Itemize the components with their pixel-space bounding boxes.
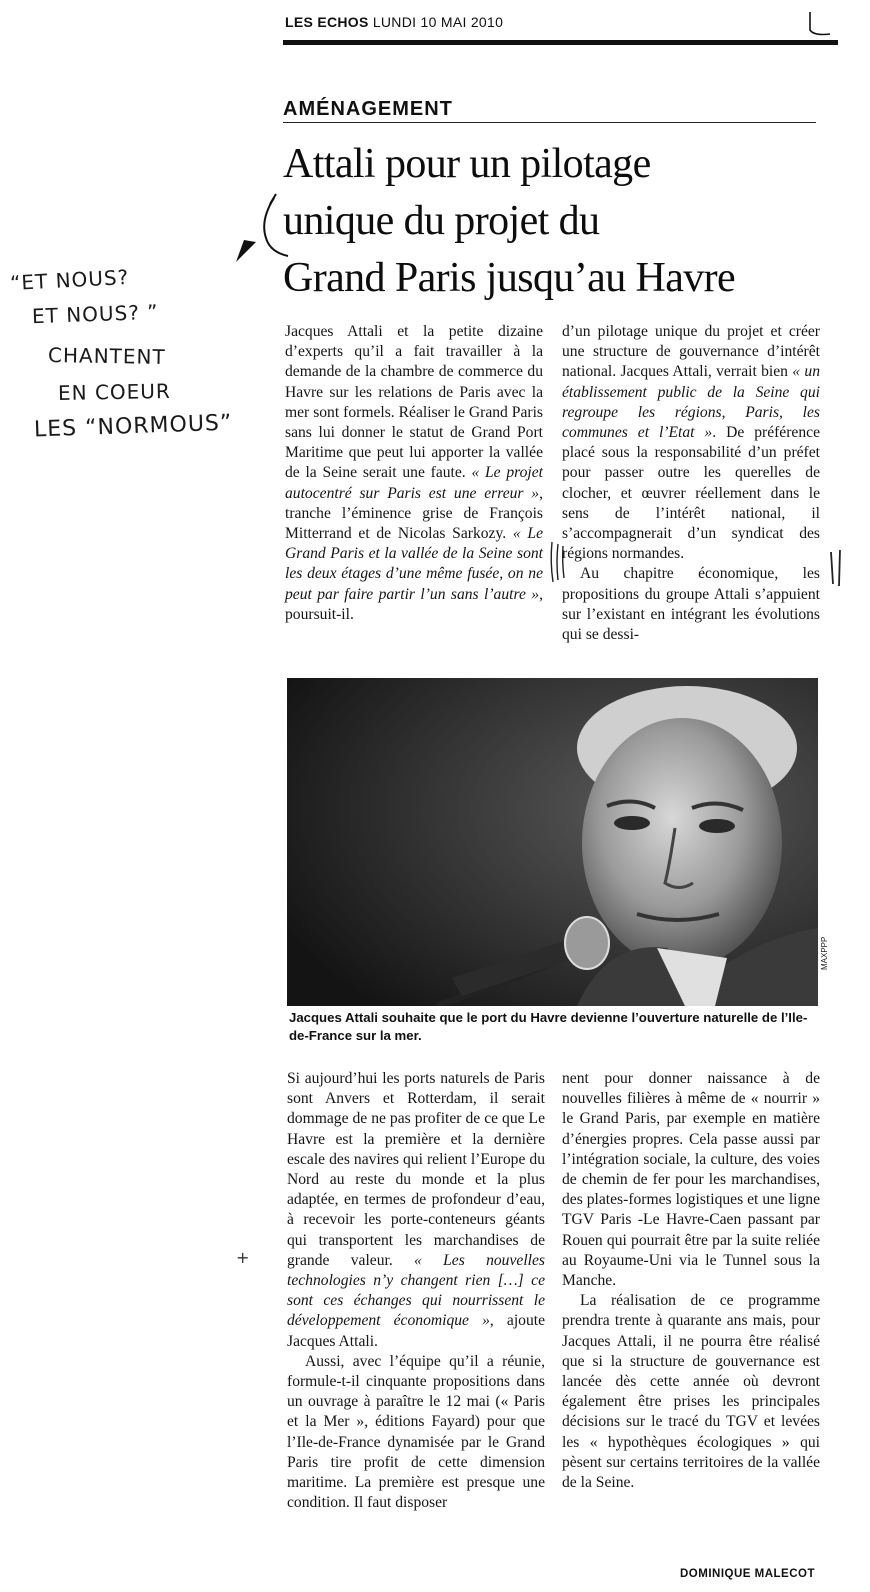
photo-caption: Jacques Attali souhaite que le port du Havre devienne l’ouverture naturelle de l’Ile-de-France sur la mer. — [289, 1010, 808, 1043]
byline: DOMINIQUE MALECOT — [680, 1568, 815, 1580]
portrait-illustration — [287, 678, 818, 1006]
masthead — [285, 14, 503, 30]
plus-mark-icon: + — [236, 1248, 250, 1267]
issue-date: LUNDI 10 MAI 2010 — [372, 14, 504, 30]
handwritten-note-line: “ET NOUS? — [9, 264, 130, 296]
headline-line: Grand Paris jusqu’au Havre — [283, 255, 736, 301]
masthead-rule — [283, 40, 838, 45]
article-column-1 — [285, 322, 543, 625]
headline-line: Attali pour un pilotage — [283, 141, 651, 187]
quote: « un établissement public de la Seine qui regroupe les régions, Paris, les communes et l’Etat » — [562, 363, 821, 442]
handwritten-note-line: ET NOUS? ” — [31, 299, 159, 329]
article-photo — [287, 678, 818, 1006]
quote: « Le Grand Paris et la vallée de la Seine sont les deux étages d’une même fusée, on ne peut par faire partir l’un sans l’autre » — [285, 525, 543, 603]
photo-credit: MAXPPP — [820, 936, 829, 970]
handwritten-note-line: EN COEUR — [57, 379, 172, 405]
section-rule — [283, 122, 816, 123]
section-label: AMÉNAGEMENT — [283, 98, 453, 120]
headline-line: unique du projet du — [283, 198, 600, 244]
paragraph: Jacques Attali et la petite dizaine d’experts qu’il a fait travailler à la demande de la chambre de commerce du Havre sur les relations de Paris avec la mer sont formels. Réaliser le Grand Paris sans lui donner le statut de Grand Port Maritime que peut lui apporter la vallée de la Seine serait une faute. « Le projet autocentré sur Paris est une erreur », tranche l’éminence grise de François Mitterrand et de Nicolas Sarkozy. « Le Grand Paris et la vallée de la Seine sont les deux étages d’une même fusée, on ne peut par faire partir l’un sans l’autre », poursuit-il. — [285, 323, 544, 623]
quote: « Les nouvelles technologies n’y changent rien […] ce sont ces échanges qui nourrissent le développement économique » — [287, 1251, 545, 1330]
handwritten-arrow-icon — [230, 190, 290, 270]
margin-bracket-icon — [826, 548, 850, 588]
paragraph: Si aujourd’hui les ports naturels de Paris sont Anvers et Rotterdam, il serait dommage de ne pas profiter de ce que Le Havre est la première et la dernière escale des navires qui relient l’Europe du Nord au reste du monde et la plus adaptée, en termes de profondeur d’eau, à recevoir les porte-conteneurs géants qui transportent les marchandises de grande valeur. « Les nouvelles technologies n’y changent rien […] ce sont ces échanges qui nourrissent le développement économique », ajoute Jacques Attali. — [287, 1070, 546, 1350]
article-column-3 — [287, 1069, 545, 1513]
article-column-4 — [562, 1069, 820, 1493]
paragraph: La réalisation de ce programme prendra trente à quarante ans mais, pour Jacques Attali, il ne pourra être réalisé que si la structure de gouvernance est lancée dès cette année où devront également être prises les principales décisions sur le tracé du TGV et levées les « hypothèques écologiques » qui pèsent sur certains territoires de la vallée de la Seine. — [562, 1292, 820, 1492]
quote: « Le projet autocentré sur Paris est une erreur » — [285, 464, 544, 502]
handwritten-note-line: CHANTENT — [47, 342, 166, 370]
article-column-2 — [562, 322, 820, 645]
paragraph: d’un pilotage unique du projet et créer une structure de gouvernance d’intérêt national. Jacques Attali, verrait bien « un établissement public de la Seine qui regroupe les régions, Paris, les communes et l’Etat ». De préférence placé sous la responsabilité d’un préfet pour passer outre les querelles de clocher, et œuvrer réellement dans le sens de l’intérêt national, il s’accompagnerait d’un syndicat des régions normandes. — [562, 323, 821, 563]
handwritten-note-line: LES “NORMOUS” — [33, 410, 233, 443]
newspaper-name: LES ECHOS — [285, 14, 369, 30]
corner-scribble-icon — [802, 8, 832, 38]
paragraph: Au chapitre économique, les propositions du groupe Attali s’appuient sur l’existant en intégrant les évolutions qui se dessi- — [562, 565, 820, 644]
headline — [283, 136, 828, 307]
paragraph: nent pour donner naissance à de nouvelles filières à même de « nourrir » le Grand Paris, par exemple en matière d’énergies propres. Cela passe aussi par l’intégration sociale, la culture, des voies de chemin de fer pour les marchandises, des plates-formes logistiques et une ligne TGV Paris -Le Havre-Caen passant par Rouen qui pourrait être par la suite reliée au Royaume-Uni via le Tunnel sous la Manche. — [562, 1070, 820, 1290]
paragraph: Aussi, avec l’équipe qu’il a réunie, formule-t-il cinquante propositions dans un ouvrage à paraître le 12 mai (« Paris et la Mer », éditions Fayard) pour que l’Ile-de-France dynamisée par le Grand Paris tire profit de cette dimension maritime. La première est presque une condition. Il faut disposer — [287, 1352, 545, 1512]
